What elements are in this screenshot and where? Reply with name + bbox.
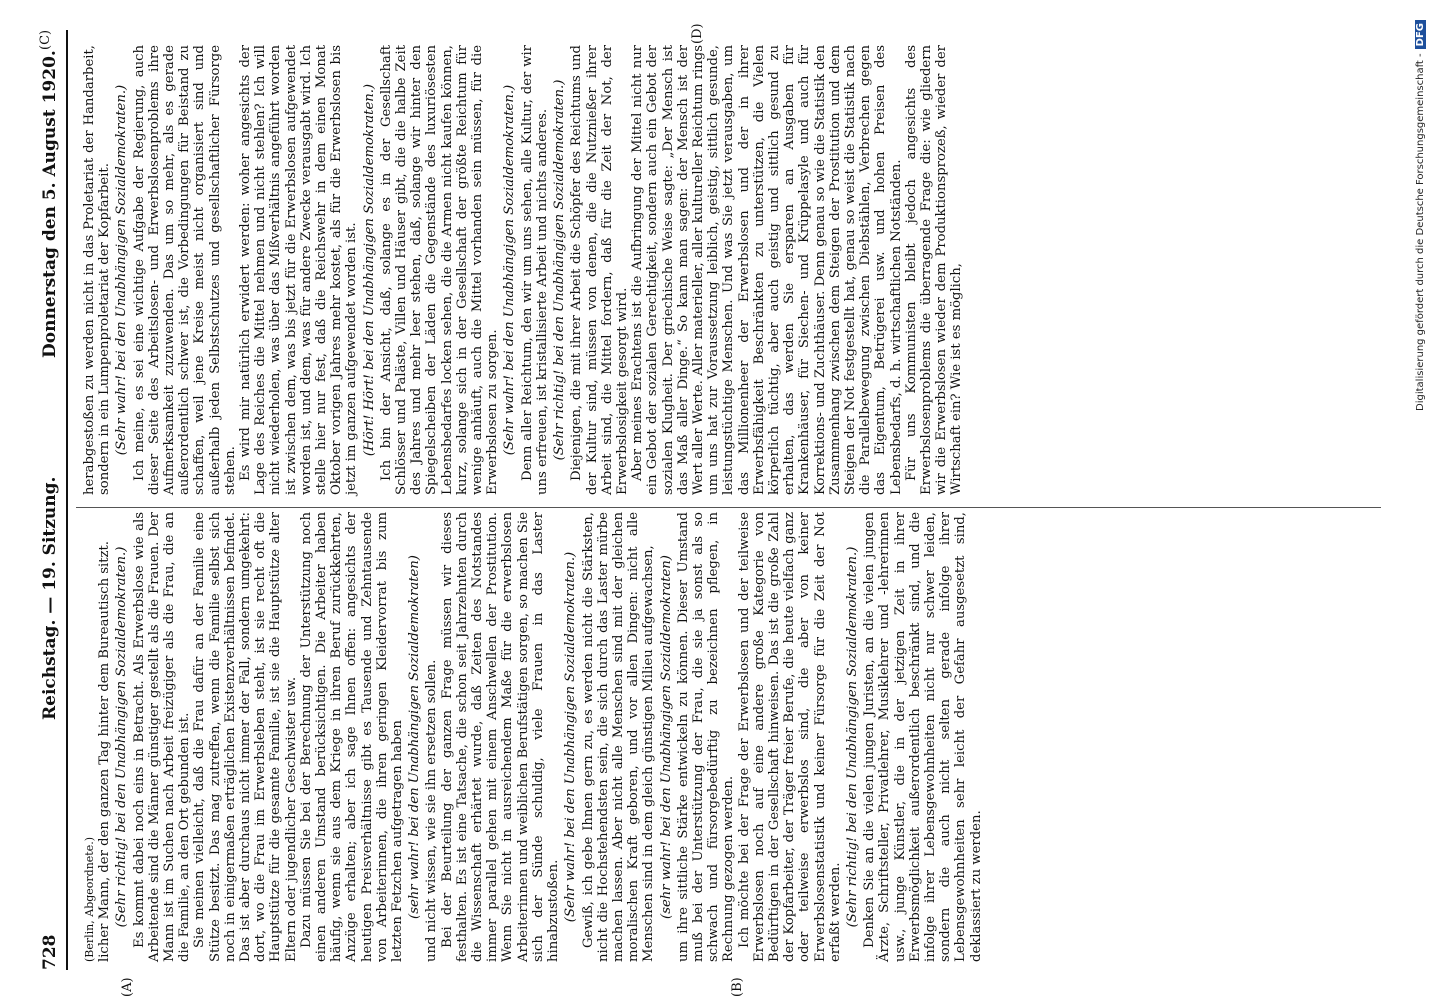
margin-marker-a: (A) — [120, 977, 135, 997]
header-date: Donnerstag den 5. August 1920. — [40, 50, 60, 358]
right-text-column — [82, 45, 965, 495]
page-number: 728 — [40, 934, 60, 970]
header-rule — [66, 30, 68, 970]
interjection: (sehr wahr! bei den Unabhängigen Sozialdemokraten) — [407, 555, 423, 919]
interjection: (sehr wahr! bei den Unabhängigen Sozialdemokraten) — [658, 555, 674, 919]
credit-text: Digitalisierung gefördert durch die Deutsche Forschungsgemeinschaft - — [1415, 53, 1426, 411]
paragraph: Ich bin der Ansicht, daß, solange es in der Gesellschaft Schlösser und Paläste, Villen und Häuser gibt, die die halbe Zeit des Jahres und mehr leer stehen, daß, solange wir hinter den Spiegelscheiben der Läden die Gegenstände des luxuriösesten Lebensbedarfes locken sehen, die die Armen nicht kaufen können, kurz, solange sich in der Gesellschaft der größte Reichtum für wenige anhäuft, auch die Mittel vorhanden sein müssen, für die Erwerbslosen zu sorgen. — [378, 45, 501, 495]
left-text-column — [82, 512, 984, 962]
paragraph: Sie meinen vielleicht, daß die Frau dafür an der Familie eine Stütze besitzt. Das mag zutreffen, wenn die Familie selbst sich noch in einigermaßen erträglichen Existenzverhältnissen befindet. Das ist aber durchaus nicht immer der Fall, sondern umgekehrt: dort, wo die Frau im Erwerbsleben steht, ist sie recht oft die Hauptstütze für die gesamte Familie, ist sie die Hauptstütze alter Eltern oder jugendlicher Geschwister usw. — [192, 512, 299, 962]
interjection: (Hört! Hört! bei den Unabhängigen Sozialdemokraten.) — [361, 83, 377, 457]
paragraph: Ich möchte bei der Frage der Erwerbslosen und der teilweise Erwerbslosen noch auf eine andere große Kategorie von Bedürftigen in der Gesellschaft hinweisen. Das ist die große Zahl der Kopfarbeiter, der Träger freier Berufe, die heute vielfach ganz oder teilweise erwerbslos sind, die aber von keiner Erwerbslosenstatistik und keiner Fürsorge für die Zeit der Not erfaßt werden. — [736, 512, 843, 962]
paragraph: Aber meines Erachtens ist die Aufbringung der Mittel nicht nur ein Gebot der sozialen Gerechtigkeit, sondern auch ein Gebot der sozialen Klugheit. Der griechische Weise sagte: „Der Mensch ist das Maß aller Dinge.“ So kann man sagen: der Mensch ist der Wert aller Werte. Aller materieller, aller kultureller Reichtum rings um uns hat zur Voraussetzung leiblich, geistig, sittlich gesunde, leistungstüchtige Menschen. Und was Sie jetzt verausgaben, um das Millionenheer der Erwerbslosen und der in ihrer Erwerbsfähigkeit Beschränkten zu unterstützen, die Vielen körperlich tüchtig, aber auch geistig und sittlich gesund zu erhalten, das werden Sie ersparen an Ausgaben für Krankenhäuser, für Siechen- und Krüppelasyle und auch für Korrektions- und Zuchthäuser. Denn genau so wie die Statistik den Zusammenhang zwischen dem Steigen der Prostitution und dem Steigen der Not festgestellt hat, genau so weist die Statistik nach die Parallelbewegung zwischen Diebstählen, Verbrechen gegen das Eigentum, Betrügerei usw. und hohen Preisen des Lebensbedarfs, d. h. wirtschaftlichen Notständen. — [630, 45, 904, 495]
paragraph: Ich meine, es sei eine wichtige Aufgabe der Regierung, auch dieser Seite des Arbeitslosen- und Erwerbslosenproblems ihre Aufmerksamkeit zuzuwenden. Das um so mehr, als es gerade außerordentlich schwer ist, die Vorbedingungen für Beistand zu schaffen, weil jene Kreise meist nicht organisiert sind und außerhalb jeden Selbstschutzes und gesellschaftlicher Fürsorge stehen. — [131, 45, 238, 495]
paragraph: Dazu müssen Sie bei der Berechnung der Unterstützung noch einen anderen Umstand berücksichtigen. Die Arbeiter haben häufig, wenn sie aus dem Kriege in ihren Beruf zurückkehrten, Anzüge erhalten; aber ich sage Ihnen offen: angesichts der heutigen Preisverhältnisse gibt es Tausende und Zehntausende von Arbeiterinnen, die ihren geringen Kleidervorrat bis zum letzten Fetzchen aufgetragen haben — [298, 512, 406, 962]
margin-marker-d: (D) — [690, 23, 705, 44]
interjection: (Sehr richtig! bei den Unabhängigen Sozialdemokraten.) — [114, 546, 130, 928]
paragraph: licher Mann, der den ganzen Tag hinter dem Bureautisch sitzt. — [97, 540, 113, 962]
interjection: (Sehr richtig! bei den Unabhängigen Sozialdemokraten.) — [844, 546, 860, 928]
paragraph: Gewiß, ich gebe Ihnen gern zu, es werden nicht die Stärksten, nicht die Hochstehendsten sein, die sich durch das Laster mürbe machen lassen. Aber nicht alle Menschen sind mit der gleichen moralischen Kraft geboren, und vor allen Dingen: nicht alle Menschen sind in dem gleich günstigen Milieu aufgewachsen, — [580, 512, 657, 962]
paragraph: Bei der Beurteilung der ganzen Frage müssen wir dieses festhalten. Es ist eine Tatsache, die schon seit Jahrzehnten durch die Wissenschaft erhärtet wurde, daß Zeiten des Notstandes immer parallel gehen mit einem Anschwellen der Prostitution. Wenn Sie nicht in ausreichendem Maße für die erwerbslosen Arbeiterinnen und weiblichen Berufstätigen sorgen, so machen Sie sich der Sünde schuldig, viele Frauen in das Laster hinabzustoßen. — [439, 512, 562, 962]
header-chamber: Reichstag. — 19. Sitzung. — [40, 476, 60, 720]
paragraph: Es kommt dabei noch eins in Betracht. Als Erwerbslose wie als Arbeitende sind die Männer günstiger gestellt als die Frauen. Der Mann ist im Suchen nach Arbeit freizügiger als die Frau, die an die Familie, an den Ort gebunden ist. — [131, 512, 193, 962]
paragraph: Es wird mir natürlich erwidert werden: woher angesichts der Lage des Reiches die Mittel nehmen und nicht stehlen? Ich will nicht wiederholen, was über das Mißverhältnis angeführt worden ist zwischen dem, was bis jetzt für die Erwerbslosen aufgewendet worden ist, und dem, was für andere Zwecke verausgabt wird. Ich stelle hier nur fest, daß die Reichswehr in dem einen Monat Oktober vorigen Jahres mehr kostet, als für die Erwerbslosen bis jetzt im ganzen aufgewendet worden ist. — [238, 45, 360, 495]
paragraph: herabgestoßen zu werden nicht in das Proletariat der Handarbeit, sondern in ein Lumpenproletariat der Kopfarbeit. — [82, 45, 113, 495]
digitization-credit — [1415, 20, 1431, 980]
interjection: (Sehr richtig! bei den Unabhängigen Sozialdemokraten.) — [552, 79, 568, 461]
paragraph: um ihre sittliche Stärke entwickeln zu können. Dieser Umstand muß bei der Unterstützung der Frau, die sie ja sonst als so schwach und fürsorgebedürftig zu bezeichnen pflegen, in Rechnung gezogen werden. — [675, 512, 737, 962]
page-header — [40, 30, 66, 970]
dfg-logo: DFG — [1415, 20, 1426, 49]
margin-marker-b: (B) — [730, 977, 745, 997]
interjection: (Sehr wahr! bei den Unabhängigen Sozialdemokraten.) — [114, 84, 130, 456]
paragraph: Diejenigen, die mit ihrer Arbeit die Schöpfer des Reichtums und der Kultur sind, müssen von denen, die die Nutznießer ihrer Arbeit sind, die Mittel fordern, daß für die Zeit der Not, der Erwerbslosigkeit gesorgt wird. — [569, 45, 630, 495]
column-divider — [76, 507, 1381, 508]
margin-marker-c: (C) — [38, 29, 53, 50]
paragraph: Denn aller Reichtum, den wir um uns sehen, alle Kultur, der wir uns erfreuen, ist kristallisierte Arbeit und nichts anderes. — [519, 45, 550, 495]
interjection: (Sehr wahr! bei den Unabhängigen Sozialdemokraten.) — [563, 551, 579, 923]
speaker-line: (Berlin, Abgeordnete.) — [83, 836, 96, 962]
paragraph: Denken Sie an die vielen jungen Juristen, an die vielen jungen Ärzte, Schriftsteller, Privatlehrer, Musiklehrer und -lehrerinnen usw., junge Künstler, die in der jetzigen Zeit in ihrer Erwerbsmöglichkeit außerordentlich beschränkt sind, und die infolge ihrer Lebensgewohnheiten nicht nur schwer leiden, sondern die auch nicht selten gerade infolge ihrer Lebensgewohnheiten sehr leicht der Gefahr ausgesetzt sind, deklassiert zu werden. — [862, 512, 984, 962]
paragraph: und nicht wissen, wie sie ihn ersetzen sollen. — [424, 659, 440, 962]
interjection: (Sehr wahr! bei den Unabhängigen Sozialdemokraten.) — [502, 84, 518, 456]
paragraph: Für uns Kommunisten bleibt jedoch angesichts des Erwerbslosenproblems die überragende Frage die: wie gliedern wir die Erwerbslosen wieder dem Produktionsprozeß, wieder der Wirtschaft ein? Wie ist es möglich, — [903, 45, 965, 495]
